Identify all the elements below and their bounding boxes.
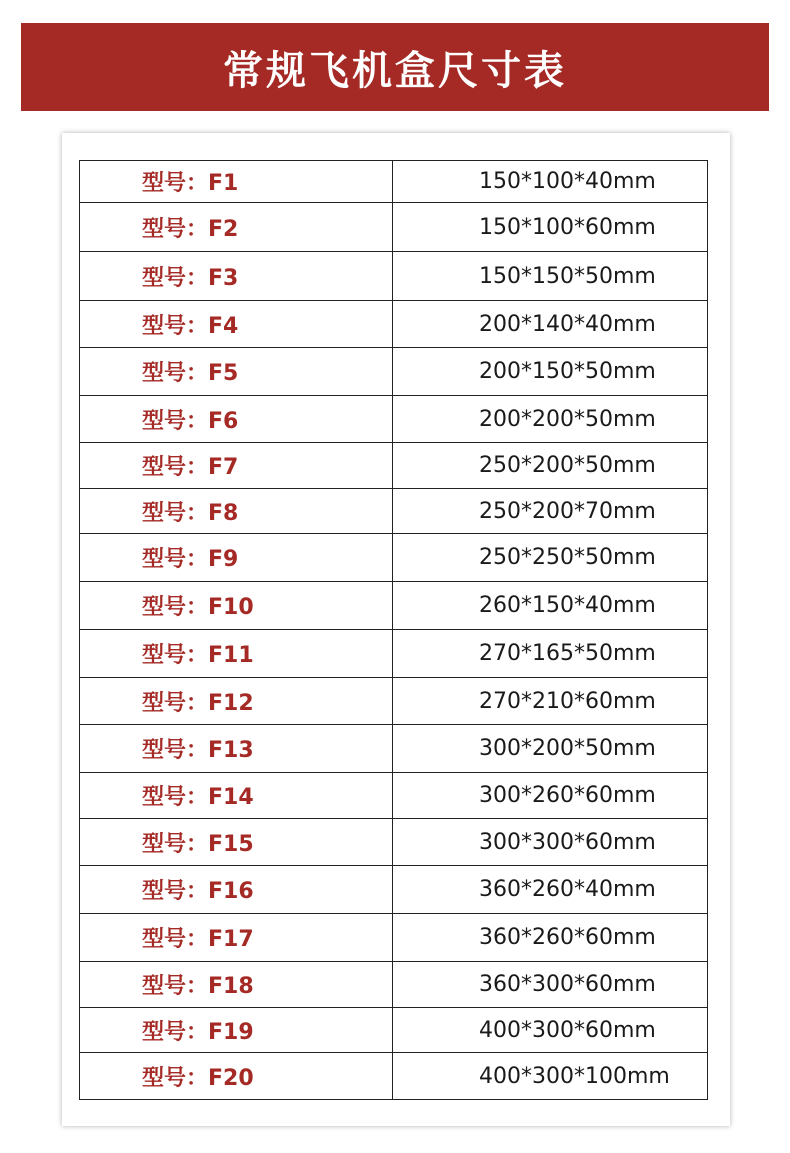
size-cell: 200*140*40mm bbox=[393, 301, 708, 348]
model-cell: 型号：F9 bbox=[80, 534, 393, 582]
size-cell: 300*200*50mm bbox=[393, 725, 708, 773]
size-cell: 400*300*60mm bbox=[393, 1008, 708, 1053]
size-cell: 270*210*60mm bbox=[393, 678, 708, 725]
size-cell: 250*250*50mm bbox=[393, 534, 708, 582]
table-row bbox=[80, 301, 708, 348]
size-cell: 300*300*60mm bbox=[393, 819, 708, 866]
model-cell: 型号：F20 bbox=[80, 1053, 393, 1100]
table-row bbox=[80, 1053, 708, 1100]
size-cell: 150*100*60mm bbox=[393, 203, 708, 252]
table-row bbox=[80, 725, 708, 773]
model-cell: 型号：F19 bbox=[80, 1008, 393, 1053]
page-title: 常规飞机盒尺寸表 bbox=[223, 47, 567, 94]
table-row bbox=[80, 161, 708, 203]
table-row bbox=[80, 348, 708, 396]
size-cell: 400*300*100mm bbox=[393, 1053, 708, 1100]
table-row bbox=[80, 819, 708, 866]
model-cell: 型号：F14 bbox=[80, 773, 393, 819]
table-row bbox=[80, 443, 708, 489]
table-row bbox=[80, 396, 708, 443]
size-cell: 200*150*50mm bbox=[393, 348, 708, 396]
model-cell: 型号：F7 bbox=[80, 443, 393, 489]
table-row bbox=[80, 866, 708, 914]
model-cell: 型号：F4 bbox=[80, 301, 393, 348]
table-row bbox=[80, 534, 708, 582]
size-cell: 360*260*60mm bbox=[393, 914, 708, 962]
model-cell: 型号：F2 bbox=[80, 203, 393, 252]
table-row bbox=[80, 203, 708, 252]
table-row bbox=[80, 582, 708, 630]
model-cell: 型号：F12 bbox=[80, 678, 393, 725]
size-table bbox=[79, 160, 708, 1100]
size-cell: 150*150*50mm bbox=[393, 252, 708, 301]
table-row bbox=[80, 1008, 708, 1053]
size-cell: 270*165*50mm bbox=[393, 630, 708, 678]
table-row bbox=[80, 678, 708, 725]
model-cell: 型号：F3 bbox=[80, 252, 393, 301]
size-cell: 360*300*60mm bbox=[393, 962, 708, 1008]
table-row bbox=[80, 773, 708, 819]
size-cell: 250*200*50mm bbox=[393, 443, 708, 489]
size-cell: 260*150*40mm bbox=[393, 582, 708, 630]
size-cell: 300*260*60mm bbox=[393, 773, 708, 819]
size-table-body bbox=[80, 161, 708, 1100]
title-banner bbox=[21, 23, 769, 111]
size-cell: 200*200*50mm bbox=[393, 396, 708, 443]
table-row bbox=[80, 252, 708, 301]
size-table-card bbox=[62, 133, 730, 1126]
model-cell: 型号：F17 bbox=[80, 914, 393, 962]
model-cell: 型号：F8 bbox=[80, 489, 393, 534]
model-cell: 型号：F11 bbox=[80, 630, 393, 678]
model-cell: 型号：F13 bbox=[80, 725, 393, 773]
table-row bbox=[80, 962, 708, 1008]
size-cell: 360*260*40mm bbox=[393, 866, 708, 914]
table-row bbox=[80, 914, 708, 962]
size-cell: 150*100*40mm bbox=[393, 161, 708, 203]
size-cell: 250*200*70mm bbox=[393, 489, 708, 534]
model-cell: 型号：F5 bbox=[80, 348, 393, 396]
model-cell: 型号：F16 bbox=[80, 866, 393, 914]
model-cell: 型号：F10 bbox=[80, 582, 393, 630]
table-row bbox=[80, 489, 708, 534]
model-cell: 型号：F18 bbox=[80, 962, 393, 1008]
model-cell: 型号：F1 bbox=[80, 161, 393, 203]
table-row bbox=[80, 630, 708, 678]
model-cell: 型号：F15 bbox=[80, 819, 393, 866]
model-cell: 型号：F6 bbox=[80, 396, 393, 443]
